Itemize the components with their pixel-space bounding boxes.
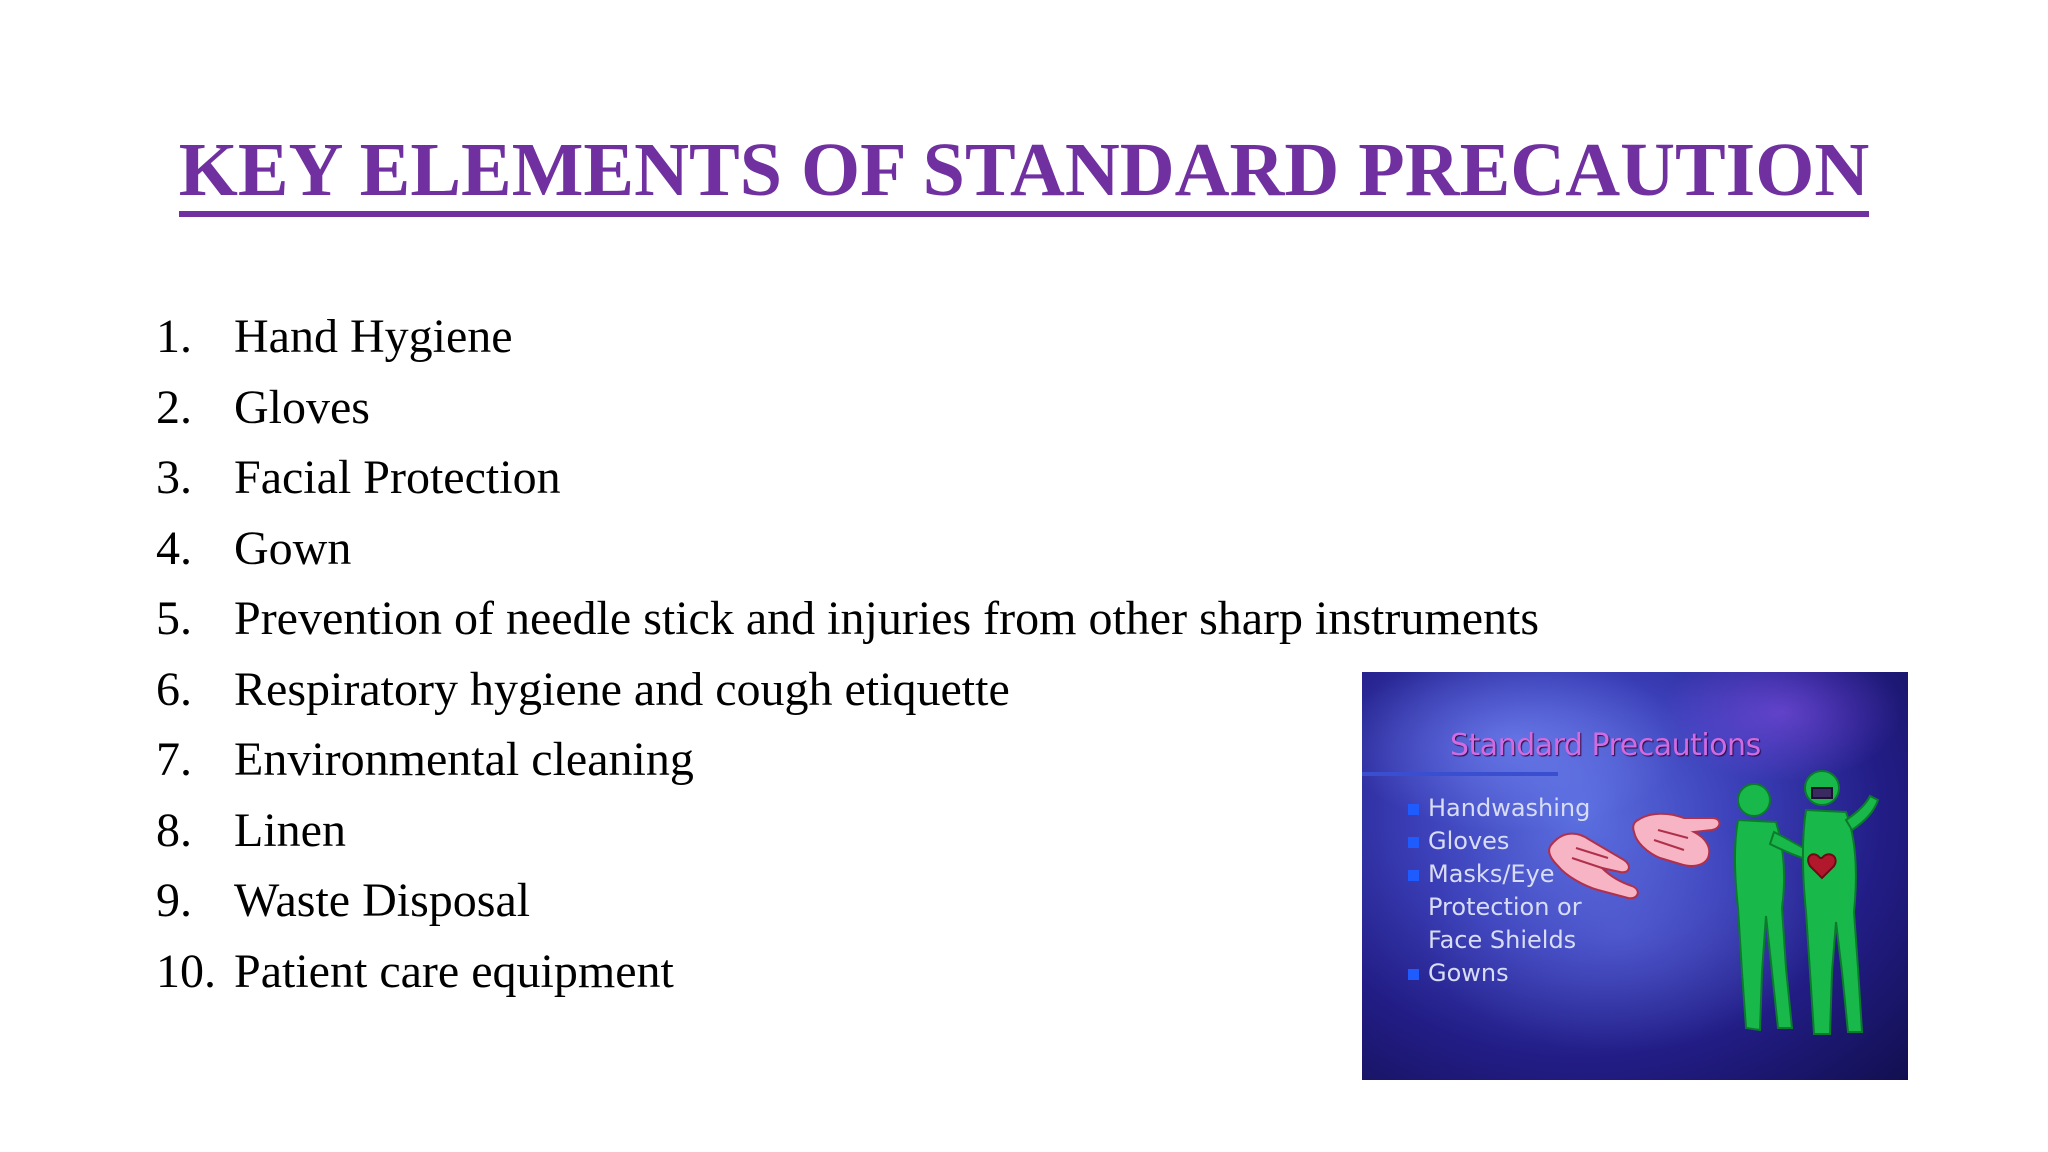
list-item bbox=[156, 725, 1539, 796]
inset-bullet-item bbox=[1408, 792, 1590, 825]
list-item-text: Respiratory hygiene and cough etiquette bbox=[234, 662, 1010, 716]
list-item-text: Gloves bbox=[234, 380, 370, 434]
list-item bbox=[156, 655, 1539, 726]
square-bullet-icon bbox=[1408, 804, 1419, 815]
standard-precautions-image bbox=[1362, 672, 1908, 1080]
list-item-number: 5. bbox=[156, 592, 192, 645]
inset-bullet-list bbox=[1408, 792, 1590, 990]
list-item-text: Gown bbox=[234, 521, 352, 575]
list-item-text: Hand Hygiene bbox=[234, 310, 513, 363]
inset-bullet-text: Gowns bbox=[1428, 959, 1509, 987]
list-item-number: 7. bbox=[156, 733, 192, 786]
list-item-text: Prevention of needle stick and injuries from other sharp instruments bbox=[234, 592, 1540, 645]
list-item-number: 6. bbox=[156, 662, 192, 716]
healthcare-worker-figure bbox=[1803, 771, 1878, 1034]
list-item bbox=[156, 937, 1539, 1008]
square-bullet-icon bbox=[1408, 870, 1419, 881]
list-item-number: 8. bbox=[156, 803, 192, 857]
list-item bbox=[156, 584, 1539, 655]
list-item bbox=[156, 866, 1539, 937]
list-item-number: 4. bbox=[156, 521, 192, 575]
list-item-text: Patient care equipment bbox=[234, 944, 674, 998]
list-item bbox=[156, 443, 1539, 514]
inset-title-underline bbox=[1362, 772, 1558, 776]
inset-title: Standard Precautions bbox=[1450, 728, 1761, 763]
list-item bbox=[156, 302, 1539, 373]
inset-bullet-item bbox=[1408, 858, 1590, 957]
list-item-text: Environmental cleaning bbox=[234, 733, 694, 786]
inset-bullet-text: Handwashing bbox=[1428, 794, 1591, 822]
square-bullet-icon bbox=[1408, 969, 1419, 980]
key-elements-list bbox=[156, 302, 1539, 1007]
list-item-text: Linen bbox=[234, 803, 346, 857]
slide-title bbox=[0, 122, 2048, 218]
inset-bullet-item bbox=[1408, 825, 1590, 858]
inset-bullet-item bbox=[1408, 957, 1590, 990]
background-glow bbox=[1662, 672, 1902, 782]
list-item-number: 1. bbox=[156, 310, 192, 363]
slide-title-text: KEY ELEMENTS OF STANDARD PRECAUTION bbox=[179, 129, 1869, 217]
square-bullet-icon bbox=[1408, 837, 1419, 848]
list-item-text: Facial Protection bbox=[234, 451, 561, 504]
inset-bullet-text: Gloves bbox=[1428, 827, 1510, 855]
list-item-text: Waste Disposal bbox=[234, 874, 531, 927]
list-item-number: 3. bbox=[156, 451, 192, 504]
inset-bullet-text: Protection or bbox=[1428, 893, 1582, 921]
list-item bbox=[156, 373, 1539, 444]
list-item-number: 10. bbox=[156, 944, 216, 998]
list-item-number: 2. bbox=[156, 380, 192, 434]
list-item bbox=[156, 796, 1539, 867]
inset-bullet-text: Face Shields bbox=[1428, 926, 1577, 954]
list-item-number: 9. bbox=[156, 874, 192, 927]
list-item bbox=[156, 514, 1539, 585]
inset-bullet-text: Masks/Eye bbox=[1428, 860, 1555, 888]
